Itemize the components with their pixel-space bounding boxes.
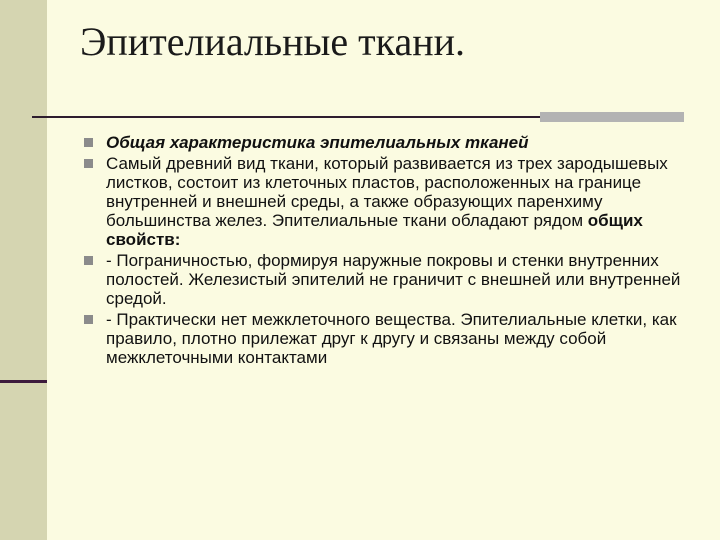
list-item-text: - Практически нет межклеточного вещества. Эпителиальные клетки, как правило, плотно прилежат друг к другу и связаны между собой межклеточными контактами [106, 310, 677, 367]
slide-title: Эпителиальные ткани. [80, 19, 466, 64]
list-item-text: Общая характеристика эпителиальных тканей [106, 133, 529, 152]
bullet-icon [84, 138, 93, 147]
list-item [84, 310, 694, 367]
list-item-text: Самый древний вид ткани, который развивается из трех зародышевых листков, состоит из клеточных пластов, расположенных на границе внутренней и внешней среды, а также образующих паренхиму большинства желез. Эпителиальные ткани обладают рядом [106, 154, 668, 230]
bullet-list [84, 133, 694, 369]
side-band [0, 0, 47, 540]
divider-accent-block [540, 112, 684, 122]
list-item [84, 154, 694, 249]
bullet-icon [84, 256, 93, 265]
list-item-text: - Пограничностью, формируя наружные покровы и стенки внутренних полостей. Железистый эпителий не граничит с внешней или внутренней средой. [106, 251, 681, 308]
side-accent-line [0, 380, 47, 383]
list-item-bold-text: общих свойств: [106, 211, 643, 249]
list-item [84, 251, 694, 308]
bullet-icon [84, 315, 93, 324]
list-item [84, 133, 694, 152]
bullet-icon [84, 159, 93, 168]
